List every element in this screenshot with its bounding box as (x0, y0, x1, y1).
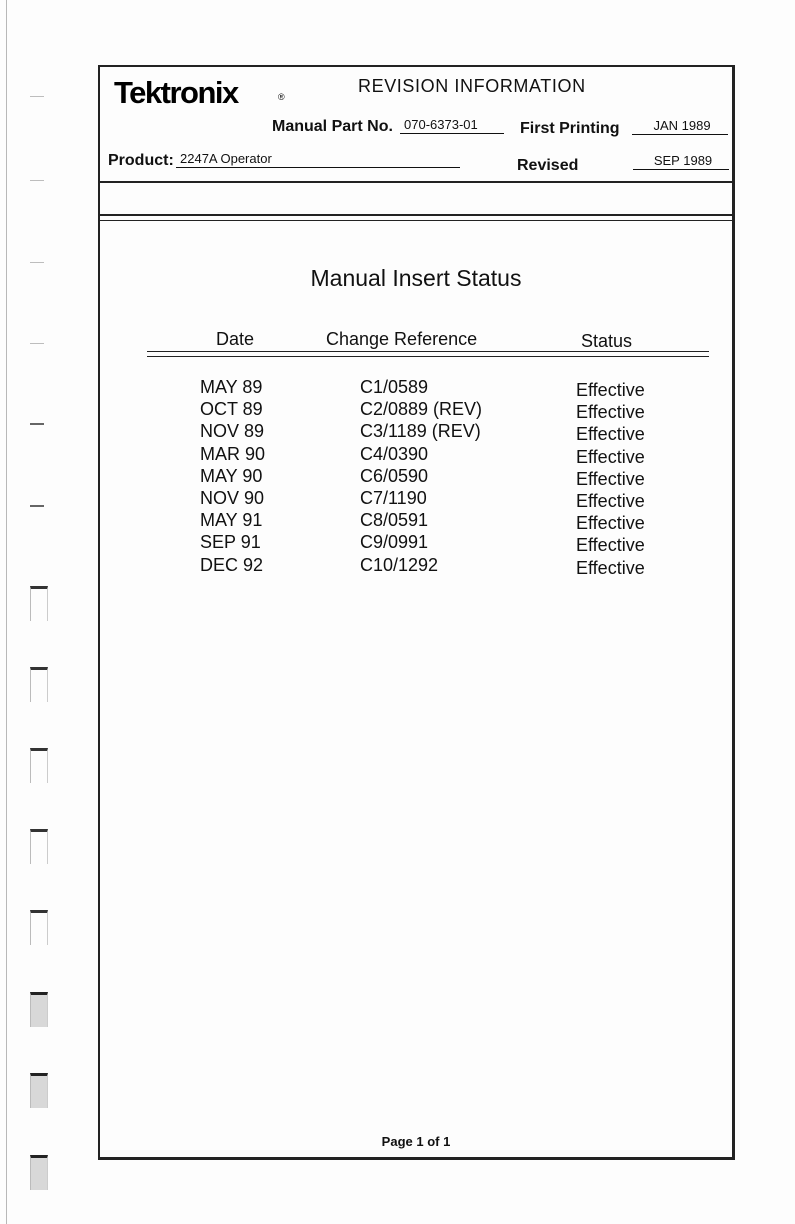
table-row (100, 421, 732, 443)
row-change-reference: C6/0590 (360, 465, 429, 486)
row-change-reference: C7/1190 (360, 487, 427, 508)
row-status: Effective (576, 557, 645, 578)
binder-hole (30, 667, 48, 702)
manual-part-label: Manual Part No. (272, 118, 393, 135)
row-date: DEC 92 (200, 554, 264, 575)
page-title: Manual Insert Status (310, 265, 522, 291)
row-date: OCT 89 (200, 399, 263, 420)
table-row (100, 510, 732, 532)
table-row (100, 399, 732, 421)
column-header-status: Status (581, 331, 633, 351)
first-printing-value: JAN 1989 (632, 118, 728, 135)
binder-hole (30, 992, 48, 1027)
row-change-reference: C3/1189 (REV) (360, 421, 481, 442)
binder-hole (30, 910, 48, 945)
column-header-change-reference: Change Reference (326, 329, 478, 349)
binder-hole (30, 829, 48, 864)
binder-mark (30, 262, 44, 263)
table-header-rule (147, 351, 709, 357)
registered-mark: ® (278, 92, 285, 102)
revised-label: Revised (517, 157, 579, 174)
product-label: Product: (108, 152, 174, 169)
row-date: NOV 90 (200, 487, 265, 508)
table-row (100, 466, 732, 488)
row-change-reference: C10/1292 (360, 554, 439, 575)
manual-part-value: 070-6373-01 (400, 117, 504, 134)
row-date: MAR 90 (200, 443, 266, 464)
binder-mark (30, 343, 44, 344)
row-status: Effective (576, 468, 645, 489)
binder-edge (6, 0, 10, 1224)
header-divider (98, 181, 735, 183)
binder-mark (30, 505, 44, 507)
insert-status-table (100, 377, 732, 577)
header-divider (98, 214, 735, 216)
row-change-reference: C4/0390 (360, 443, 429, 464)
table-row (100, 555, 732, 577)
table-row (100, 444, 732, 466)
header-divider (98, 220, 735, 221)
first-printing-label: First Printing (520, 120, 620, 137)
row-date: MAY 91 (200, 510, 263, 531)
revised-value: SEP 1989 (633, 153, 729, 170)
table-row (100, 488, 732, 510)
row-change-reference: C1/0589 (360, 377, 429, 397)
row-status: Effective (576, 424, 645, 445)
revision-form (98, 65, 735, 1160)
row-status: Effective (576, 402, 645, 423)
binder-hole (30, 748, 48, 783)
column-header-date: Date (216, 329, 255, 349)
table-row (100, 377, 732, 399)
tektronix-logo: Tektronix (114, 75, 238, 110)
row-change-reference: C9/0991 (360, 532, 429, 553)
binder-mark (30, 96, 44, 97)
row-status: Effective (576, 446, 645, 467)
table-row (100, 532, 732, 554)
product-value: 2247A Operator (176, 151, 460, 168)
page-number: Page 1 of 1 (381, 1134, 451, 1149)
row-date: SEP 91 (200, 532, 261, 553)
row-status: Effective (576, 490, 645, 511)
binder-hole (30, 1073, 48, 1108)
row-date: NOV 89 (200, 421, 265, 442)
row-change-reference: C8/0591 (360, 510, 429, 531)
binder-mark (30, 180, 44, 181)
binder-hole (30, 1155, 48, 1190)
row-status: Effective (576, 380, 645, 400)
row-change-reference: C2/0889 (REV) (360, 399, 483, 420)
row-status: Effective (576, 535, 645, 556)
row-status: Effective (576, 513, 645, 534)
row-date: MAY 90 (200, 465, 263, 486)
binder-hole (30, 586, 48, 621)
revision-title: REVISION INFORMATION (358, 76, 586, 96)
row-date: MAY 89 (200, 377, 263, 397)
binder-mark (30, 423, 44, 425)
